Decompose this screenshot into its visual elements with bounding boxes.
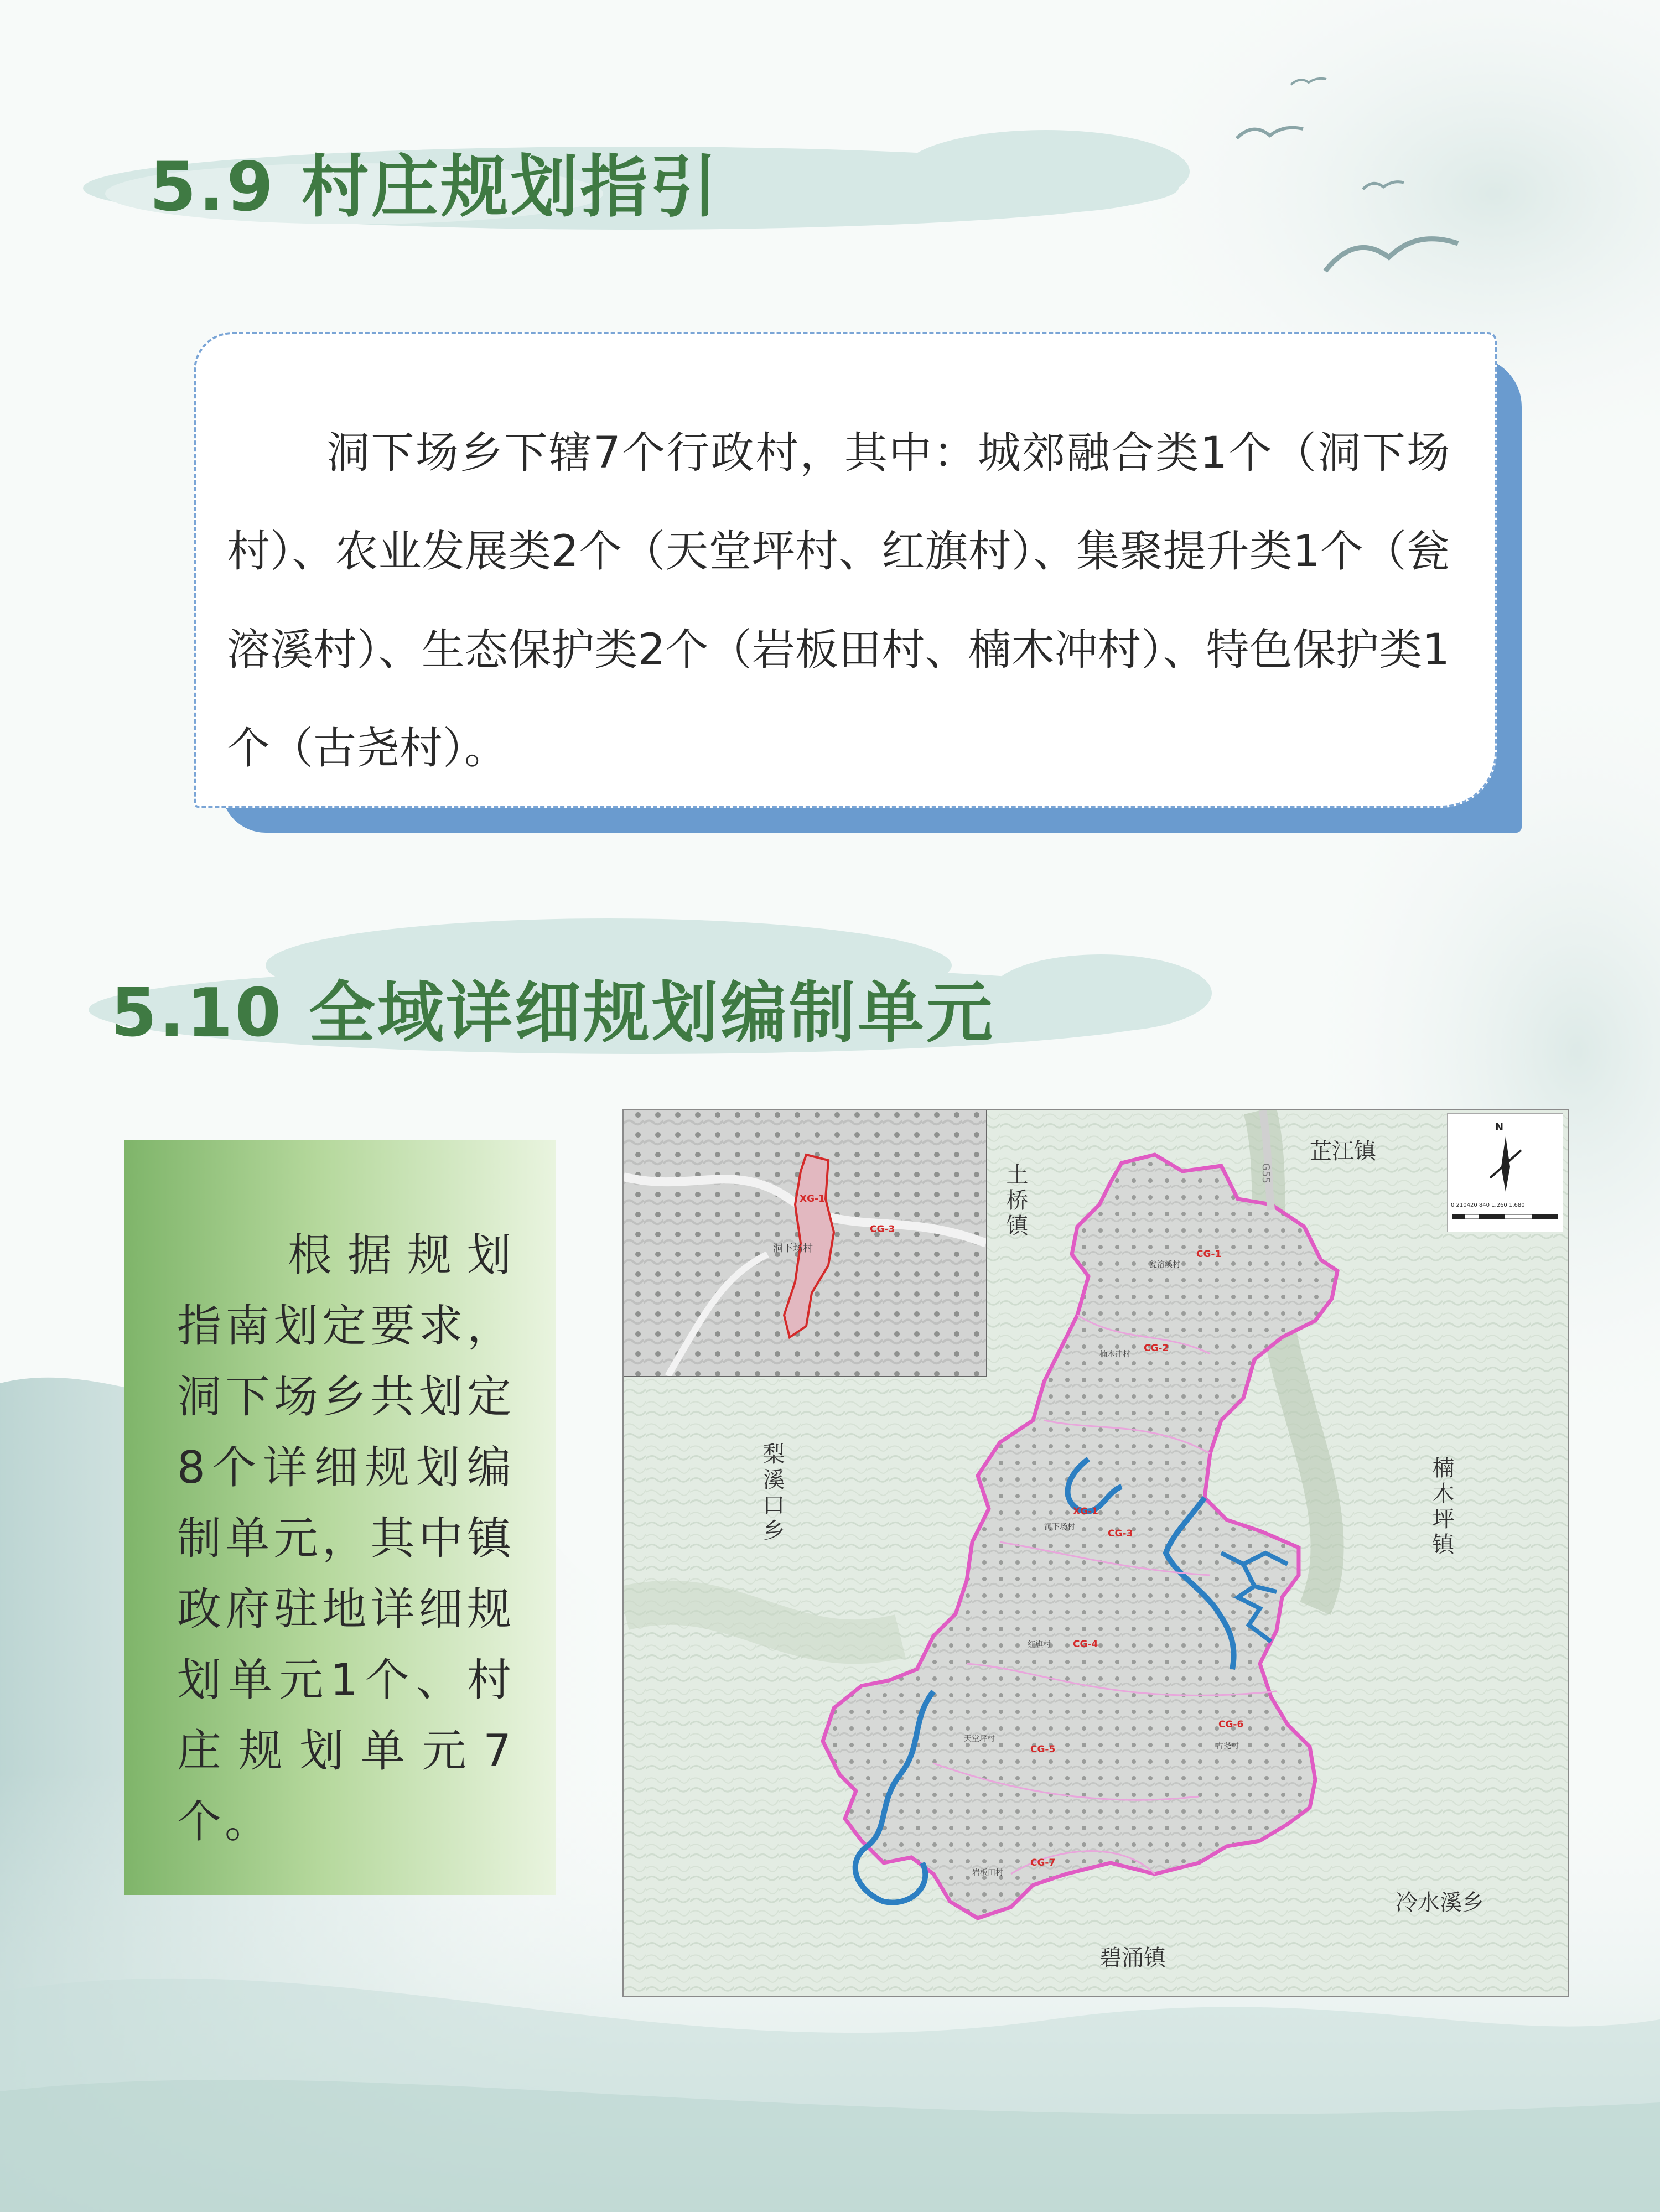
bird-icon — [1361, 177, 1405, 194]
village-label: 古尧村 — [1216, 1742, 1239, 1751]
road-label: G55 — [1260, 1163, 1272, 1183]
inset-unit-xg-label: XG-1 — [800, 1193, 825, 1204]
neighbor-label-west: 梨溪口乡 — [759, 1442, 785, 1544]
inset-unit-cg-label: CG-3 — [870, 1224, 895, 1235]
village-label: 瓮溶溪村 — [1149, 1260, 1180, 1269]
unit-code-label: CG-4 — [1073, 1639, 1098, 1650]
scale-bar — [1452, 1213, 1558, 1220]
neighbor-label-north-east: 芷江镇 — [1310, 1139, 1376, 1164]
compass-scale-box — [1447, 1113, 1563, 1232]
section-body-5-9: 洞下场乡下辖7个行政村，其中：城郊融合类1个（洞下场村）、农业发展类2个（天堂坪村、红旗村）、集聚提升类1个（瓮溶溪村）、生态保护类2个（岩板田村、楠木冲村）、特色保护类1个（古尧村）。 — [227, 428, 1450, 773]
scale-text: 0 210420 840 1,260 1,680 — [1451, 1202, 1525, 1208]
bird-icon — [1289, 75, 1328, 88]
section-heading-5-10: 5.10 全域详细规划编制单元 — [111, 975, 995, 1052]
unit-code-label: CG-5 — [1030, 1744, 1056, 1755]
village-label: 红旗村 — [1028, 1640, 1051, 1649]
planning-unit-map — [622, 1109, 1569, 1997]
inset-map — [624, 1110, 987, 1377]
village-label: 天堂坪村 — [964, 1735, 995, 1743]
bird-icon — [1322, 227, 1461, 277]
unit-code-label: CG-7 — [1030, 1857, 1056, 1868]
neighbor-label-east: 楠木坪镇 — [1429, 1456, 1454, 1558]
compass-north-letter: N — [1495, 1121, 1504, 1133]
unit-code-label: CG-1 — [1196, 1249, 1222, 1260]
unit-code-label: CG-2 — [1144, 1343, 1169, 1354]
village-label: 洞下场村 — [1044, 1523, 1075, 1531]
compass-icon — [1483, 1134, 1528, 1195]
neighbor-label-south-east: 冷水溪乡 — [1396, 1890, 1484, 1915]
section-heading-5-9: 5.9 村庄规划指引 — [149, 148, 720, 226]
village-label: 楠木冲村 — [1099, 1350, 1130, 1359]
neighbor-label-north-west: 土桥镇 — [1003, 1163, 1028, 1239]
bird-icon — [1234, 119, 1306, 147]
section-body-5-10: 根据规划指南划定要求，洞下场乡共划定8个详细规划编制单元，其中镇政府驻地详细规划单元1个、村庄规划单元7个。 — [177, 1229, 515, 1847]
unit-code-label: XG-1 — [1073, 1506, 1098, 1517]
neighbor-label-south: 碧涌镇 — [1099, 1945, 1166, 1971]
inset-village-label: 洞下场村 — [773, 1243, 813, 1254]
village-label: 岩板田村 — [972, 1868, 1003, 1877]
unit-code-label: CG-6 — [1218, 1719, 1244, 1730]
unit-code-label: CG-3 — [1108, 1528, 1133, 1539]
